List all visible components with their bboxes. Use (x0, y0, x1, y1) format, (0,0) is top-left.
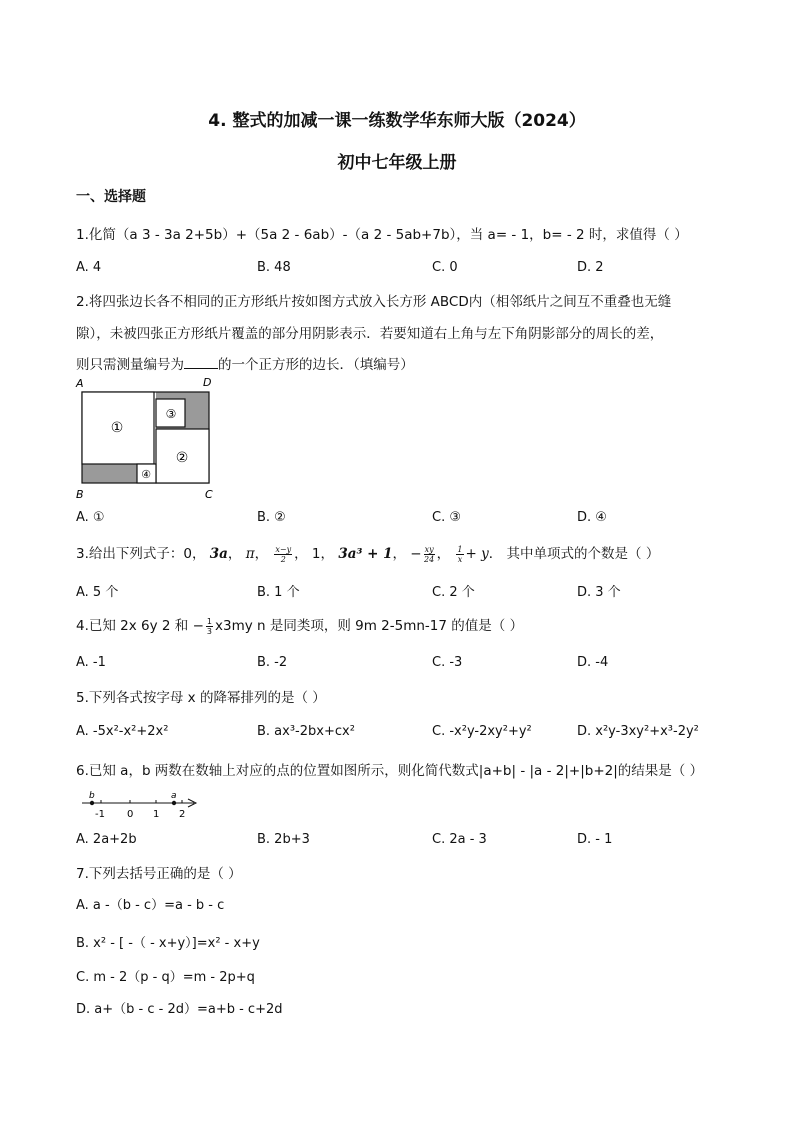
question-2-line-3 (76, 353, 414, 373)
q3-option-b[interactable]: B. 1 个 (257, 585, 300, 600)
q3-option-a[interactable]: A. 5 个 (76, 585, 119, 600)
q1-option-d[interactable]: D. 2 (577, 260, 604, 275)
tick-label-1: 1 (153, 809, 160, 820)
q4-part-a: 4.已知 2x 6y 2 和 − (76, 618, 204, 634)
q2-line3-end: 的一个正方形的边长．（填编号） (218, 357, 414, 373)
q3-expr-3a3-plus-1: 3a³ + 1 (338, 546, 393, 562)
point-b (90, 801, 94, 805)
q4-part-b: x3my n 是同类项，则 9m 2-5mn-17 的值是（ ） (215, 618, 524, 634)
q2-option-a[interactable]: A. ① (76, 510, 105, 525)
section-title: 一、选择题 (76, 189, 146, 205)
q4-option-d[interactable]: D. -4 (577, 655, 609, 670)
tick-label-minus-1: -1 (95, 809, 105, 820)
question-6-text: 6.已知 a，b 两数在数轴上对应的点的位置如图所示，则化简代数式|a+b| - |a - 2|+|b+2|的结果是（ ） (76, 763, 704, 779)
q3-expr-fraction-xy-24: $\frac{xy}{24}$ (424, 544, 435, 564)
q5-option-b[interactable]: B. ax³-2bx+cx² (257, 724, 355, 739)
label-square-4: ④ (141, 468, 151, 481)
q2-option-c[interactable]: C. ③ (432, 510, 461, 525)
q5-option-d[interactable]: D. x²y-3xy²+x³-2y² (577, 724, 699, 739)
q1-option-b[interactable]: B. 48 (257, 260, 291, 275)
q6-option-a[interactable]: A. 2a+2b (76, 832, 137, 847)
q3-expr-1: 1 (311, 546, 321, 562)
q7-option-a[interactable]: A. a -（b - c）=a - b - c (76, 898, 225, 913)
q6-option-c[interactable]: C. 2a - 3 (432, 832, 487, 847)
q4-option-a[interactable]: A. -1 (76, 655, 106, 670)
vertex-a: A (76, 377, 84, 390)
q4-fraction-one-third: $\frac{1}{3}$ (206, 616, 212, 636)
q1-option-c[interactable]: C. 0 (432, 260, 458, 275)
tick-label-2: 2 (179, 809, 186, 820)
answer-blank[interactable] (184, 356, 218, 369)
q7-option-d[interactable]: D. a+（b - c - 2d）=a+b - c+2d (76, 1002, 283, 1017)
tick-label-0: 0 (127, 809, 134, 820)
document-title: 4. 整式的加减一课一练数学华东师大版（2024） (208, 111, 586, 131)
vertex-d: D (203, 376, 212, 389)
label-a: a (171, 791, 177, 801)
q3-expr-plus-y: + y (465, 546, 489, 562)
q3-expr-fraction-xy-2: $\frac{x-y}{2}$ (275, 544, 292, 564)
q1-option-a[interactable]: A. 4 (76, 260, 102, 275)
q3-option-d[interactable]: D. 3 个 (577, 585, 621, 600)
q4-option-c[interactable]: C. -3 (432, 655, 463, 670)
q7-option-c[interactable]: C. m - 2（p - q）=m - 2p+q (76, 970, 255, 985)
vertex-c: C (205, 488, 213, 501)
q2-option-b[interactable]: B. ② (257, 510, 286, 525)
label-b: b (89, 791, 95, 801)
q7-option-b[interactable]: B. x² - [ -（ - x+y）]=x² - x+y (76, 936, 260, 951)
q3-expr-pi: π (245, 546, 255, 562)
document-subtitle: 初中七年级上册 (337, 153, 457, 173)
question-1-text: 1.化简（a 3 - 3a 2+5b）+（5a 2 - 6ab）-（a 2 - 5ab+7b），当 a= - 1，b= - 2 时，求值得（ ） (76, 227, 688, 243)
question-5-text: 5.下列各式按字母 x 的降幂排列的是（ ） (76, 690, 326, 706)
q3-expr-3a: 3a (209, 546, 228, 562)
question-2-line-1: 2.将四张边长各不相同的正方形纸片按如图方式放入长方形 ABCD内（相邻纸片之间互不重叠也无缝 (76, 294, 672, 310)
question-3-text: 3.给出下列式子：0， 3a， π， $\frac{x-y}{2}$ ， 1， 3a³ + 1， − $\frac{xy}{24}$ ， $\frac{1}{x} + y$． 其中单项式的个数是（ ） (76, 544, 660, 564)
question-4-text (76, 614, 523, 636)
shaded-region-bottom-left (82, 464, 137, 483)
q6-option-b[interactable]: B. 2b+3 (257, 832, 310, 847)
rectangle-abcd-figure (74, 374, 224, 502)
q3-question: ． 其中单项式的个数是（ ） (488, 546, 660, 562)
label-square-1: ① (110, 420, 124, 436)
point-a (172, 801, 176, 805)
vertex-b: B (76, 488, 84, 501)
q6-option-d[interactable]: D. - 1 (577, 832, 613, 847)
q4-option-b[interactable]: B. -2 (257, 655, 288, 670)
q5-option-c[interactable]: C. -x²y-2xy²+y² (432, 724, 532, 739)
q2-line3-start: 则只需测量编号为 (76, 357, 184, 373)
number-line-figure (78, 788, 208, 820)
q5-option-a[interactable]: A. -5x²-x²+2x² (76, 724, 169, 739)
label-square-3: ③ (165, 407, 177, 421)
q3-intro: 3.给出下列式子：0， (76, 546, 206, 562)
question-7-text: 7.下列去括号正确的是（ ） (76, 866, 242, 882)
q3-option-c[interactable]: C. 2 个 (432, 585, 475, 600)
q2-option-d[interactable]: D. ④ (577, 510, 607, 525)
label-square-2: ② (175, 450, 189, 466)
q3-expr-fraction-1-x: $\frac{1}{x}$ (457, 544, 463, 564)
question-2-line-2: 隙），未被四张正方形纸片覆盖的部分用阴影表示．若要知道右上角与左下角阴影部分的周长的差， (76, 326, 664, 342)
